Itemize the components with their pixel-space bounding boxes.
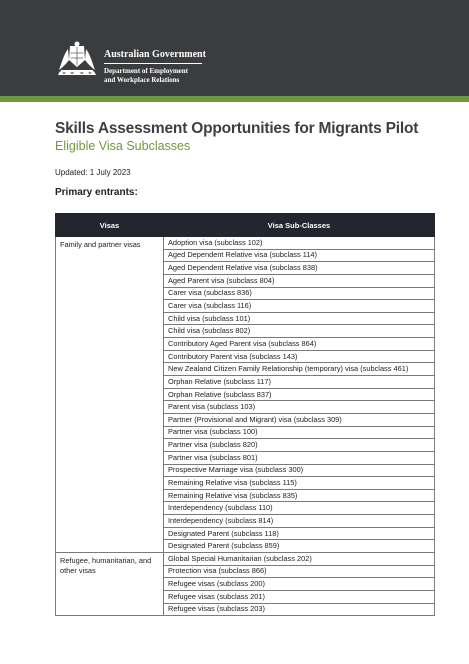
wordmark-divider xyxy=(104,63,202,64)
visa-subclass-cell: Contributory Aged Parent visa (subclass 864) xyxy=(164,338,435,351)
visa-category-cell: Refugee, humanitarian, and other visas xyxy=(56,553,164,616)
visa-subclass-cell: Interdependency (subclass 110) xyxy=(164,502,435,515)
visa-subclass-cell: Refugee visas (subclass 201) xyxy=(164,590,435,603)
visa-subclass-cell: Partner visa (subclass 100) xyxy=(164,426,435,439)
page-title: Skills Assessment Opportunities for Migrants Pilot xyxy=(55,120,419,137)
visa-subclass-cell: Aged Parent visa (subclass 804) xyxy=(164,274,435,287)
department-name-line-1: Department of Employment xyxy=(104,67,188,75)
visa-subclass-cell: Contributory Parent visa (subclass 143) xyxy=(164,350,435,363)
column-header-subclasses: Visa Sub-Classes xyxy=(164,214,435,237)
table-row xyxy=(56,553,435,566)
visa-subclass-cell: Child visa (subclass 802) xyxy=(164,325,435,338)
visa-subclass-cell: Remaining Relative visa (subclass 835) xyxy=(164,489,435,502)
visa-subclass-cell: Orphan Relative (subclass 117) xyxy=(164,376,435,389)
visa-subclass-cell: Refugee visas (subclass 203) xyxy=(164,603,435,616)
page-subtitle: Eligible Visa Subclasses xyxy=(55,139,191,153)
visa-subclass-cell: Aged Dependent Relative visa (subclass 838) xyxy=(164,262,435,275)
visa-subclass-cell: Partner visa (subclass 801) xyxy=(164,451,435,464)
visa-subclass-cell: Child visa (subclass 101) xyxy=(164,312,435,325)
table-body xyxy=(56,237,435,616)
visa-subclass-cell: Orphan Relative (subclass 837) xyxy=(164,388,435,401)
visa-subclass-cell: Designated Parent (subclass 118) xyxy=(164,527,435,540)
column-header-visas: Visas xyxy=(56,214,164,237)
visa-subclass-cell: New Zealand Citizen Family Relationship (temporary) visa (subclass 461) xyxy=(164,363,435,376)
table-header-row xyxy=(56,214,435,237)
visa-subclass-cell: Designated Parent (subclass 859) xyxy=(164,540,435,553)
visa-subclass-cell: Parent visa (subclass 103) xyxy=(164,401,435,414)
visa-subclass-cell: Partner visa (subclass 820) xyxy=(164,439,435,452)
visa-subclass-cell: Global Special Humanitarian (subclass 202) xyxy=(164,553,435,566)
section-heading: Primary entrants: xyxy=(55,187,138,198)
department-name-line-2: and Workplace Relations xyxy=(104,76,180,84)
visa-subclass-cell: Protection visa (subclass 866) xyxy=(164,565,435,578)
government-name: Australian Government xyxy=(104,49,206,60)
visa-table xyxy=(55,213,435,616)
government-wordmark xyxy=(104,49,206,85)
visa-subclass-cell: Refugee visas (subclass 200) xyxy=(164,578,435,591)
visa-category-cell: Family and partner visas xyxy=(56,237,164,553)
visa-subclass-cell: Carer visa (subclass 116) xyxy=(164,300,435,313)
updated-date: Updated: 1 July 2023 xyxy=(55,168,131,177)
coat-of-arms-icon xyxy=(56,40,98,76)
visa-subclass-cell: Partner (Provisional and Migrant) visa (subclass 309) xyxy=(164,413,435,426)
visa-subclass-cell: Aged Dependent Relative visa (subclass 114) xyxy=(164,249,435,262)
visa-subclass-cell: Remaining Relative visa (subclass 115) xyxy=(164,477,435,490)
table-row xyxy=(56,237,435,250)
visa-subclass-cell: Carer visa (subclass 836) xyxy=(164,287,435,300)
header-accent-bar xyxy=(0,96,469,102)
visa-subclass-cell: Adoption visa (subclass 102) xyxy=(164,237,435,250)
visa-subclass-cell: Interdependency (subclass 814) xyxy=(164,515,435,528)
visa-subclass-cell: Prospective Marriage visa (subclass 300) xyxy=(164,464,435,477)
